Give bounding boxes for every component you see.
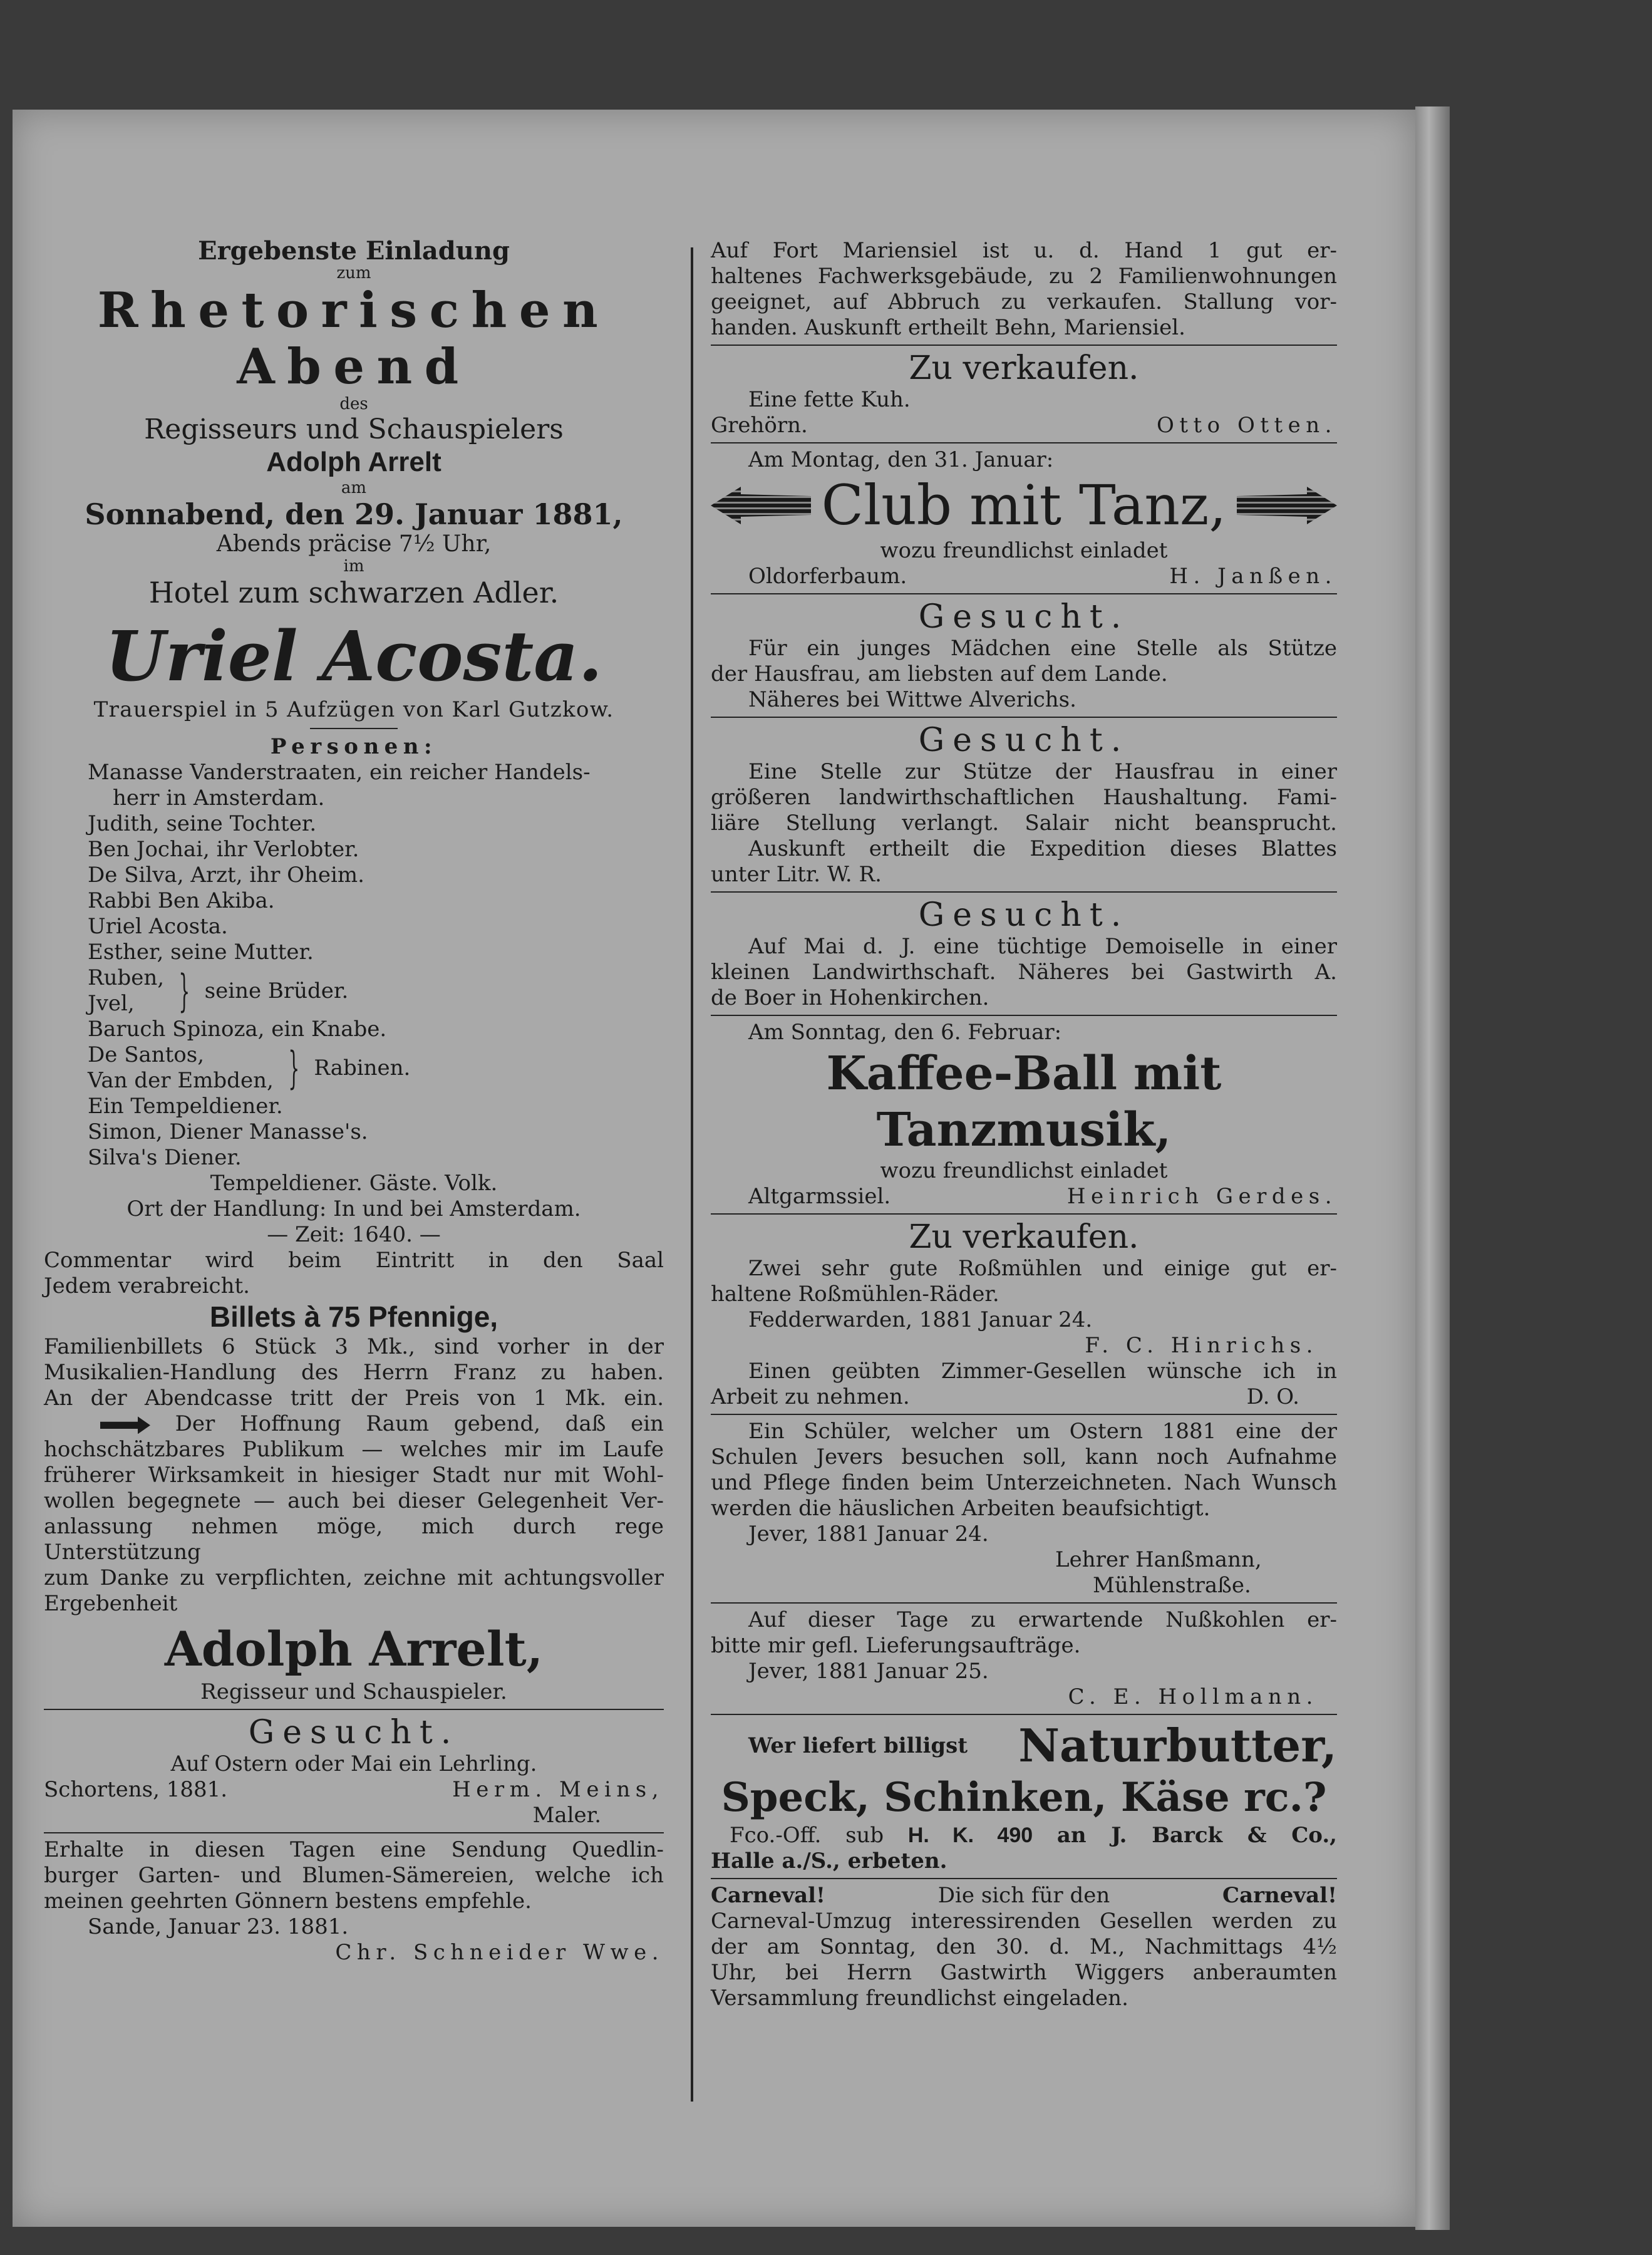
text-span: an J. Barck & Co., <box>1056 1823 1338 1848</box>
ad-place: Oldorferbaum. <box>748 564 907 589</box>
ad-signature: Lehrer Hanßmann, <box>1055 1547 1262 1572</box>
text-line: Auf Ostern oder Mai ein Lehrling. <box>170 1751 537 1777</box>
text-line: Erhalte in diesen Tagen eine Sendung Quedlin- <box>44 1837 664 1863</box>
person: herr in Amsterdam. <box>113 785 325 811</box>
ad-date: Am Sonntag, den 6. Februar: <box>748 1020 1062 1045</box>
rule <box>711 345 1337 346</box>
text-span: Fco.-Off. sub <box>730 1823 884 1848</box>
ad-signature: Otto Otten. <box>1156 413 1337 438</box>
ad-headline: Naturbutter, <box>1018 1719 1337 1772</box>
person: Ben Jochai, ihr Verlobter. <box>88 837 359 863</box>
text-line: liäre Stellung verlangt. Salair nicht beansprucht. <box>711 811 1337 836</box>
left-column <box>44 238 664 1966</box>
ad-signature: Mühlenstraße. <box>1093 1573 1251 1598</box>
person: Rabbi Ben Akiba. <box>88 888 275 914</box>
play-title: Uriel Acosta. <box>105 616 602 697</box>
rule <box>711 593 1337 594</box>
brace-glyph: } <box>178 965 190 1017</box>
rule <box>711 1015 1337 1016</box>
text-line: burger Garten- und Blumen-Sämereien, welche ich <box>44 1863 664 1889</box>
text-line: Carneval-Umzug interessirenden Gesellen werden zu <box>711 1909 1337 1934</box>
text-line: haltenes Fachwerksgebäude, zu 2 Familienwohnungen <box>711 264 1337 289</box>
text-line: Auf Fort Mariensiel ist u. d. Hand 1 gut er- <box>711 238 1337 263</box>
text-line: Wer liefert billigst <box>748 1733 968 1758</box>
person: Esther, seine Mutter. <box>88 940 314 965</box>
text-line: Halle a./S., erbeten. <box>711 1848 947 1874</box>
text-line: Jedem verabreicht. <box>44 1273 250 1299</box>
text-line: handen. Auskunft ertheilt Behn, Mariensiel. <box>711 315 1185 340</box>
ad-date: Jever, 1881 Januar 25. <box>748 1659 989 1684</box>
invite-time: Abends präcise 7½ Uhr, <box>216 531 492 557</box>
ad-signature: H. Janßen. <box>1169 564 1337 589</box>
person-role: seine Brüder. <box>204 978 349 1003</box>
ad-signature: C. E. Hollmann. <box>1068 1684 1318 1709</box>
text-line: Auf dieser Tage zu erwartende Nußkohlen er- <box>748 1607 1337 1632</box>
invite-line: im <box>343 557 364 576</box>
text-row <box>711 564 1337 589</box>
rule <box>711 1878 1337 1879</box>
text-row <box>711 1184 1337 1210</box>
person: Tempeldiener. Gäste. Volk. <box>210 1171 498 1196</box>
ad-headline: Kaffee-Ball mit Tanzmusik, <box>826 1047 1222 1157</box>
person: De Santos, <box>88 1042 205 1068</box>
text-line: Zwei sehr gute Roßmühlen und einige gut er- <box>748 1256 1337 1281</box>
play-subtitle: Trauerspiel in 5 Aufzügen von Karl Gutzkow. <box>93 697 614 723</box>
person: Silva's Diener. <box>88 1145 242 1171</box>
text-line: bitte mir gefl. Lieferungsaufträge. <box>711 1633 1081 1658</box>
rule <box>711 1414 1337 1415</box>
signature-name: Adolph Arrelt, <box>164 1621 544 1677</box>
rule <box>711 891 1337 893</box>
ad-title: Gesucht. <box>248 1714 460 1752</box>
person: Jvel, <box>88 991 135 1017</box>
rule <box>711 1213 1337 1215</box>
person: Uriel Acosta. <box>88 914 228 940</box>
ad-date: Jever, 1881 Januar 24. <box>748 1521 989 1547</box>
person: Ruben, <box>88 965 165 991</box>
text-row <box>711 1719 1337 1773</box>
text-line: Näheres bei Wittwe Alverichs. <box>748 687 1076 712</box>
billets-price: Billets à 75 Pfennige, <box>209 1300 498 1334</box>
text-line: An der Abendcasse tritt der Preis von 1 Mk. ein. <box>44 1386 664 1411</box>
text-line: Einen geübten Zimmer-Gesellen wünsche ich in <box>748 1359 1337 1384</box>
text-line: anlassung nehmen möge, mich durch rege Unterstützung <box>44 1514 664 1565</box>
text-row <box>711 413 1337 438</box>
invite-venue: Hotel zum schwarzen Adler. <box>148 576 559 610</box>
person: Ein Tempeldiener. <box>88 1094 283 1119</box>
ad-signature: Heinrich Gerdes. <box>1066 1184 1337 1209</box>
text-line: de Boer in Hohenkirchen. <box>711 985 989 1010</box>
ad-date: Am Montag, den 31. Januar: <box>748 447 1054 472</box>
text-line: Eine fette Kuh. <box>748 387 911 412</box>
text-line: Carneval! <box>711 1883 825 1908</box>
text-line: Auf Mai d. J. eine tüchtige Demoiselle in einer <box>748 934 1337 959</box>
persons-title: Personen: <box>270 734 438 760</box>
text-line: früherer Wirksamkeit in hiesiger Stadt nur mit Wohl- <box>44 1463 664 1488</box>
rule <box>44 1709 664 1710</box>
club-banner <box>711 473 1337 538</box>
invite-line: zum <box>336 264 371 283</box>
text-line: zum Danke zu verpflichten, zeichne mit achtungsvoller <box>44 1565 664 1591</box>
text-line: wozu freundlichst einladet <box>880 538 1168 563</box>
rule <box>711 1602 1337 1604</box>
text-line: der am Sonntag, den 30. d. M., Nachmittags 4½ <box>711 1934 1337 1959</box>
text-row <box>711 1883 1337 1909</box>
text-line: Auskunft ertheilt die Expedition dieses Blattes <box>748 836 1337 861</box>
text-line: geeignet, auf Abbruch zu verkaufen. Stallung vor- <box>711 289 1337 314</box>
ad-place: Schortens, 1881. <box>44 1777 228 1803</box>
ad-headline: Club mit Tanz, <box>821 473 1227 537</box>
text-line: Eine Stelle zur Stütze der Hausfrau in einer <box>748 759 1337 784</box>
signature-role: Regisseur und Schauspieler. <box>200 1679 507 1705</box>
text-line: Versammlung freundlichst eingeladen. <box>711 1986 1128 2011</box>
pointing-hand-icon <box>711 487 811 524</box>
rule <box>711 442 1337 443</box>
text-line: Ein Schüler, welcher um Ostern 1881 eine der <box>748 1419 1337 1444</box>
text-line <box>44 1411 664 1437</box>
text-line: meinen geehrten Gönnern bestens empfehle. <box>44 1889 532 1914</box>
person-role: Rabinen. <box>314 1055 411 1081</box>
rule <box>310 728 398 729</box>
person: Manasse Vanderstraaten, ein reicher Handels- <box>88 760 591 785</box>
ad-role: Maler. <box>532 1803 601 1828</box>
ad-headline: Speck, Schinken, Käse rc.? <box>721 1774 1327 1821</box>
rule <box>711 717 1337 718</box>
text-line: Arbeit zu nehmen. <box>711 1384 910 1409</box>
ad-title: Gesucht. <box>918 598 1130 636</box>
pointing-hand-icon <box>1237 487 1337 524</box>
invite-headline: Rhetorischen Abend <box>97 282 611 395</box>
text-line: hochschätzbares Publikum — welches mir im Laufe <box>44 1437 664 1463</box>
text-line: kleinen Landwirthschaft. Näheres bei Gastwirth A. <box>711 960 1337 985</box>
ad-date: Fedderwarden, 1881 Januar 24. <box>748 1307 1093 1332</box>
text-row <box>711 1384 1337 1410</box>
text-line: Commentar wird beim Eintritt in den Saal <box>44 1248 664 1273</box>
play-time: — Zeit: 1640. — <box>267 1222 441 1248</box>
invite-line: Ergebenste Einladung <box>198 236 510 266</box>
text-line: wozu freundlichst einladet <box>880 1158 1168 1183</box>
text-line: wollen begegnete — auch bei dieser Gelegenheit Ver- <box>44 1488 664 1514</box>
ad-date: Sande, Januar 23. 1881. <box>88 1914 349 1940</box>
person: Baruch Spinoza, ein Knabe. <box>88 1017 387 1042</box>
person: Judith, seine Tochter. <box>88 811 317 837</box>
brace-glyph: } <box>288 1042 299 1094</box>
text-line: Uhr, bei Herrn Gastwirth Wiggers anberaumten <box>711 1960 1337 1985</box>
page-edge <box>1415 106 1450 2230</box>
ad-signature: Herm. Meins, <box>452 1777 664 1803</box>
text-line: werden die häuslichen Arbeiten beaufsichtigt. <box>711 1496 1211 1521</box>
text-span: H. K. 490 <box>907 1823 1033 1847</box>
person-group <box>44 965 664 1017</box>
ad-signature: D. O. <box>1246 1384 1299 1409</box>
invite-line: Regisseurs und Schauspielers <box>144 413 564 446</box>
ad-place: Altgarmssiel. <box>748 1184 891 1209</box>
text-line: der Hausfrau, am liebsten auf dem Lande. <box>711 661 1168 687</box>
person-group <box>44 1042 664 1094</box>
text-row <box>44 1777 664 1803</box>
invite-line: am <box>341 479 367 498</box>
ad-title: Gesucht. <box>918 722 1130 759</box>
text-line: größeren landwirthschaftlichen Haushaltung. Fami- <box>711 785 1337 810</box>
text-line: unter Litr. W. R. <box>711 862 882 887</box>
text-line <box>711 1823 1337 1848</box>
text-line: Schulen Jevers besuchen soll, kann noch Aufnahme <box>711 1444 1337 1470</box>
rule <box>44 1832 664 1833</box>
text-line: Die sich für den <box>937 1883 1110 1908</box>
text-line: Musikalien-Handlung des Herrn Franz zu haben. <box>44 1360 664 1386</box>
ad-title: Zu verkaufen. <box>909 350 1139 387</box>
invite-date: Sonnabend, den 29. Januar 1881, <box>85 497 623 532</box>
text-line: haltene Roßmühlen-Räder. <box>711 1282 999 1307</box>
column-divider <box>691 247 693 2102</box>
person: Van der Embden, <box>88 1068 274 1094</box>
person: De Silva, Arzt, ihr Oheim. <box>88 863 364 888</box>
text-line: und Pflege finden beim Unterzeichneten. Nach Wunsch <box>711 1470 1337 1495</box>
ad-title: Zu verkaufen. <box>909 1218 1139 1256</box>
right-column <box>711 238 1337 2011</box>
pointing-hand-icon <box>100 1416 150 1434</box>
invite-line: des <box>339 395 368 414</box>
text-line: Ergebenheit <box>44 1591 178 1617</box>
ad-place: Grehörn. <box>711 413 808 438</box>
play-place: Ort der Handlung: In und bei Amsterdam. <box>126 1196 581 1222</box>
text-span: Der Hoffnung Raum gebend, daß ein <box>175 1411 664 1437</box>
text-line: Für ein junges Mädchen eine Stelle als Stütze <box>748 636 1337 661</box>
ad-signature: F. C. Hinrichs. <box>1085 1333 1318 1358</box>
person: Simon, Diener Manasse's. <box>88 1119 368 1145</box>
ad-title: Gesucht. <box>918 896 1130 934</box>
ad-signature: Chr. Schneider Wwe. <box>335 1940 664 1966</box>
rule <box>711 1714 1337 1715</box>
text-line: Carneval! <box>1222 1883 1337 1908</box>
invite-name: Adolph Arrelt <box>266 447 441 478</box>
text-line: Familienbillets 6 Stück 3 Mk., sind vorher in der <box>44 1334 664 1360</box>
